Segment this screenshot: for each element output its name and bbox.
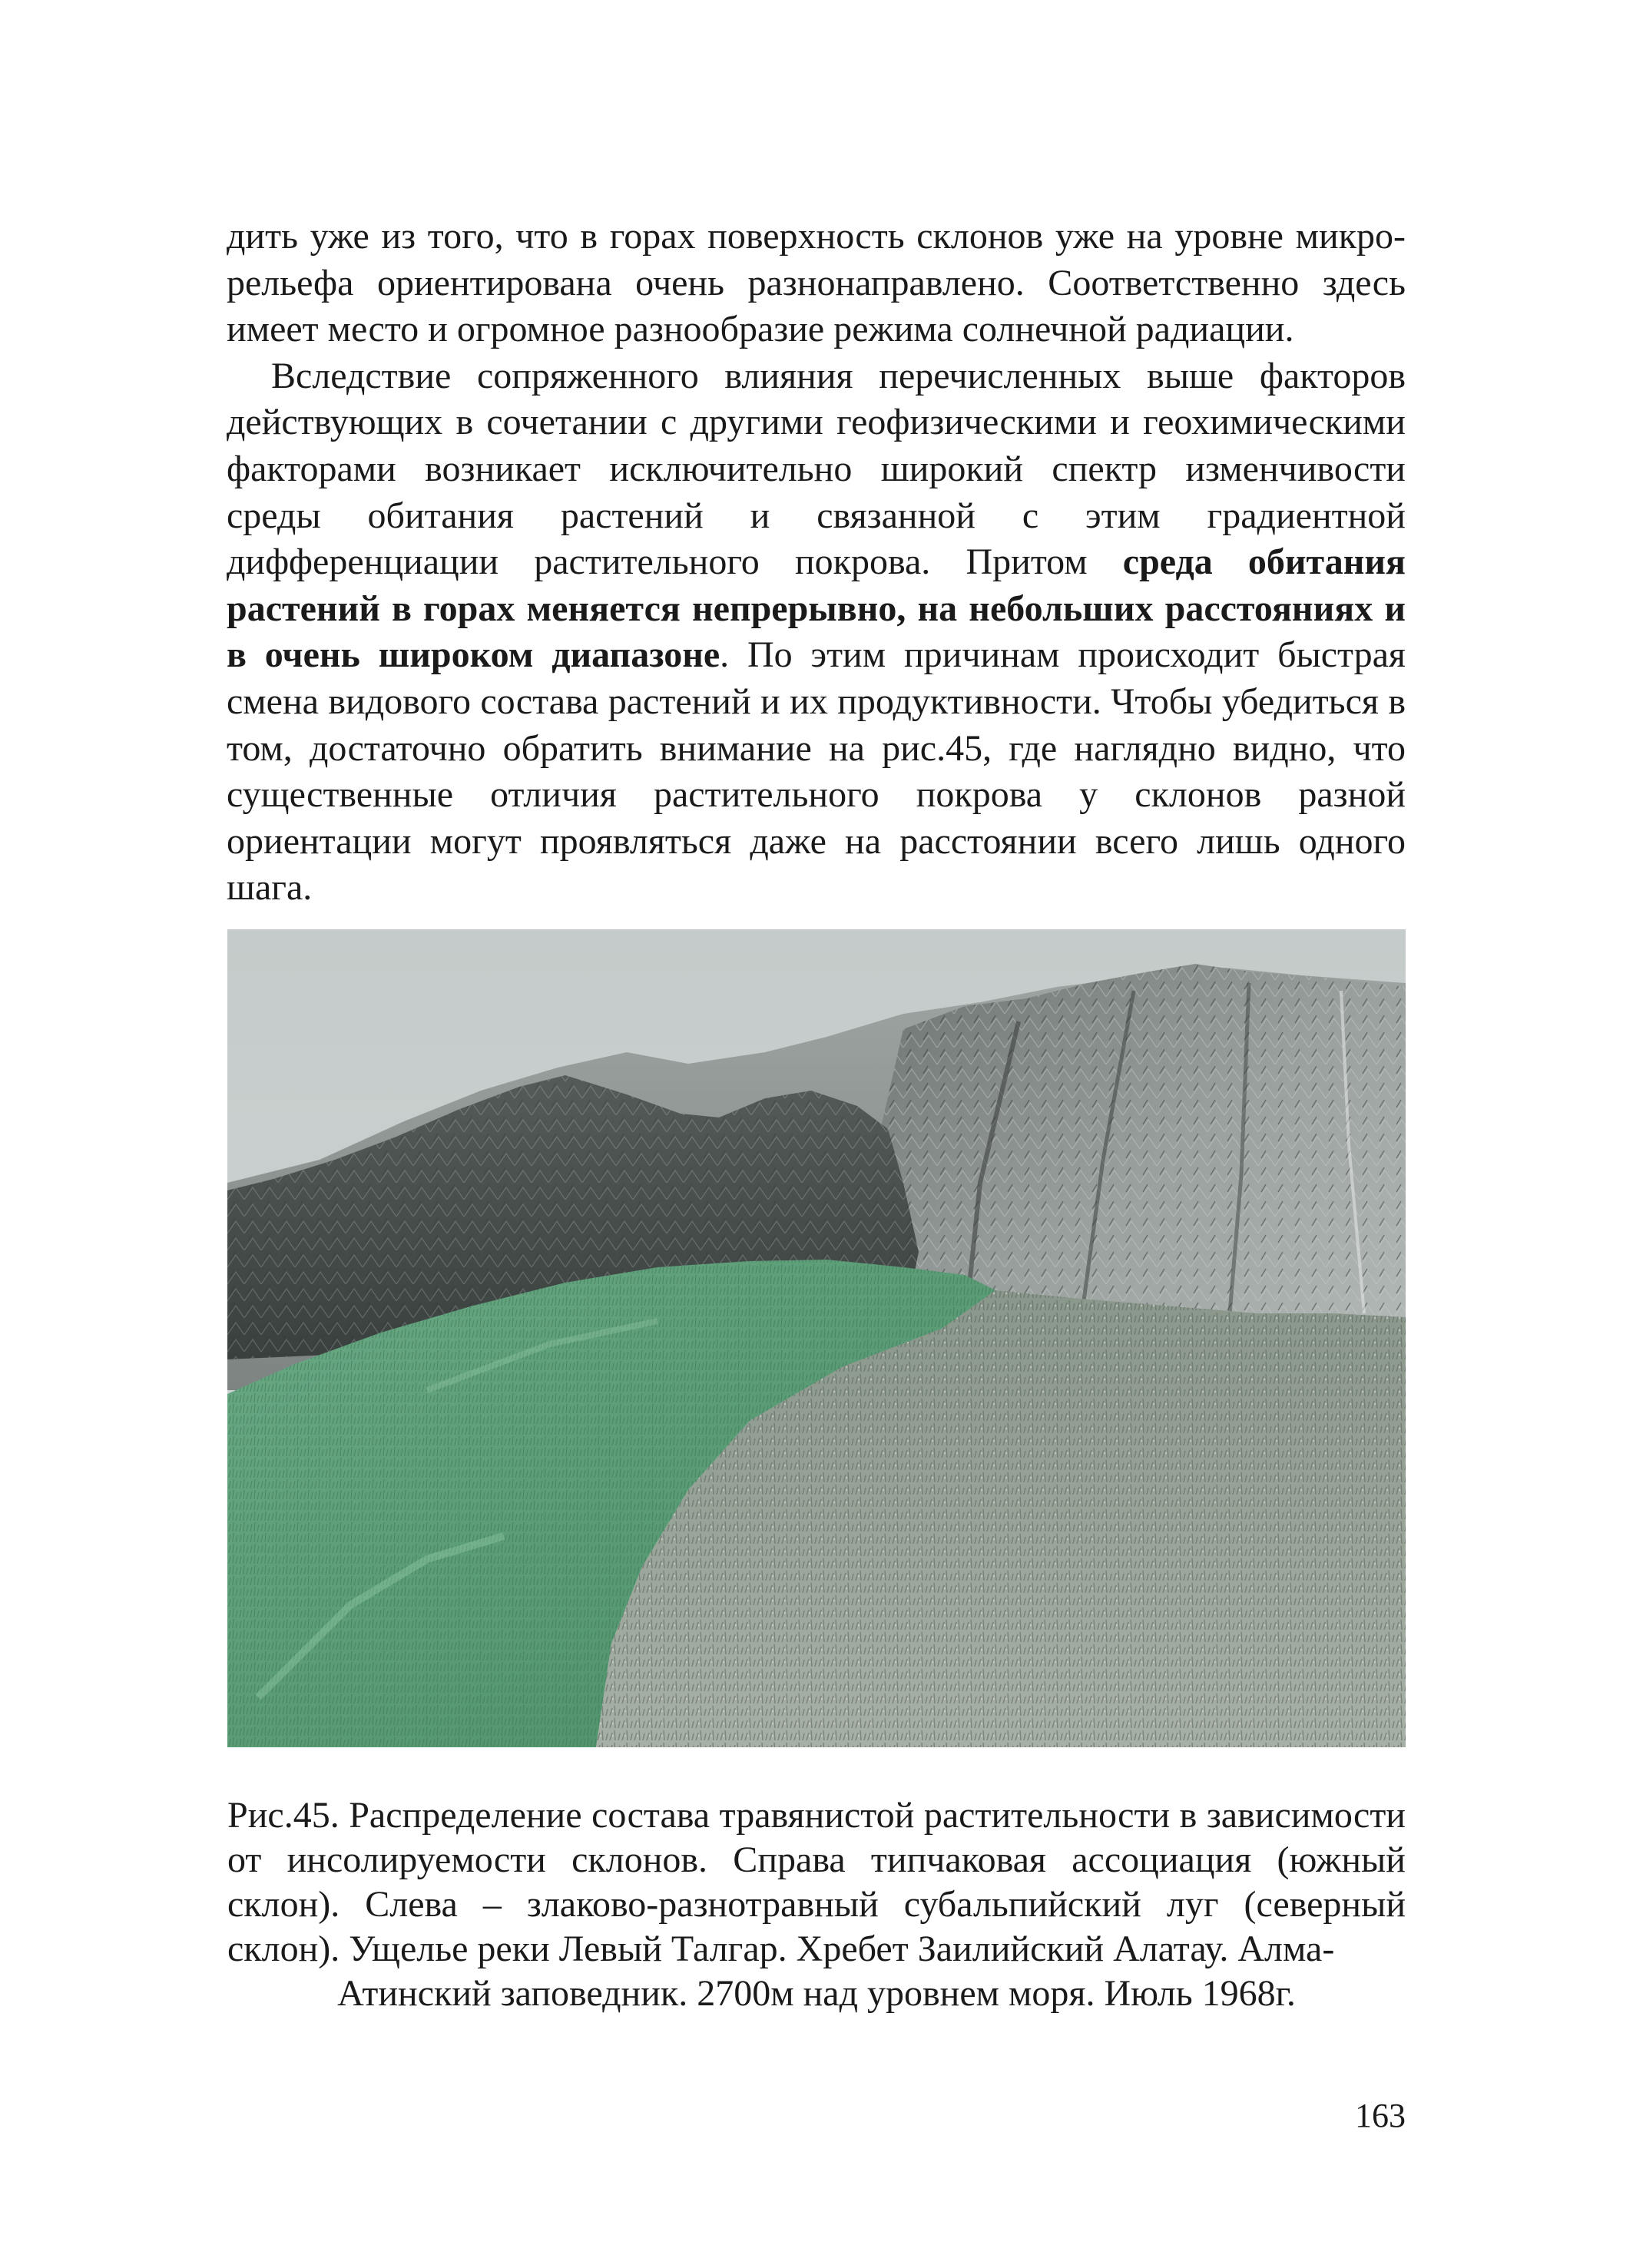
- body-text: [227, 214, 1406, 912]
- paragraph-1: дить уже из того, что в горах поверхность склонов уже на уровне микро-рельефа ориентирована очень разнонаправлено. Соответственно здесь имеет место и огромное разнообразие режима солнечной радиации.: [227, 216, 1406, 350]
- caption-last-line: Атинский заповедник. 2700м над уровнем моря. Июль 1968г.: [337, 1973, 1296, 2014]
- paragraph-2-bold: среда обитания растений в горах меняется непрерывно, на небольших расстояниях и в очень широком диапазоне: [227, 541, 1406, 676]
- paragraph-2: [227, 353, 1406, 912]
- paragraph-2-start: Вследствие сопряженного влияния перечисленных выше факторов действующих в сочетании с другими геофизическими и геохимическими факторами возникает исключительно широкий спектр изменчивости среды обитания растений и связанной с этим градиентной дифференциации растительного покрова. Притом: [227, 355, 1406, 583]
- page-number: 163: [1355, 2097, 1406, 2134]
- mountain-photo: [227, 929, 1406, 1747]
- paragraph-2-end: . По этим причинам происходит быстрая смена видового состава растений и их продуктивности. Чтобы убедиться в том, достаточно обратить внимание на рис.45, где наглядно видно, что существенные отличия растительного покрова у склонов разной ориентации могут проявляться даже на расстоянии всего лишь одного шага.: [227, 634, 1406, 909]
- mountain-photo-illustration: [227, 929, 1406, 1747]
- figure-caption: [227, 1793, 1406, 2016]
- caption-main: Рис.45. Распределение состава травянистой растительности в зависимости от инсолируемости склонов. Справа типчаковая ассоциация (южный склон). Слева – злаково-разнотравный субальпийский луг (северный склон). Ущелье реки Левый Талгар. Хребет Заилийский Алатау. Алма-: [227, 1795, 1406, 1969]
